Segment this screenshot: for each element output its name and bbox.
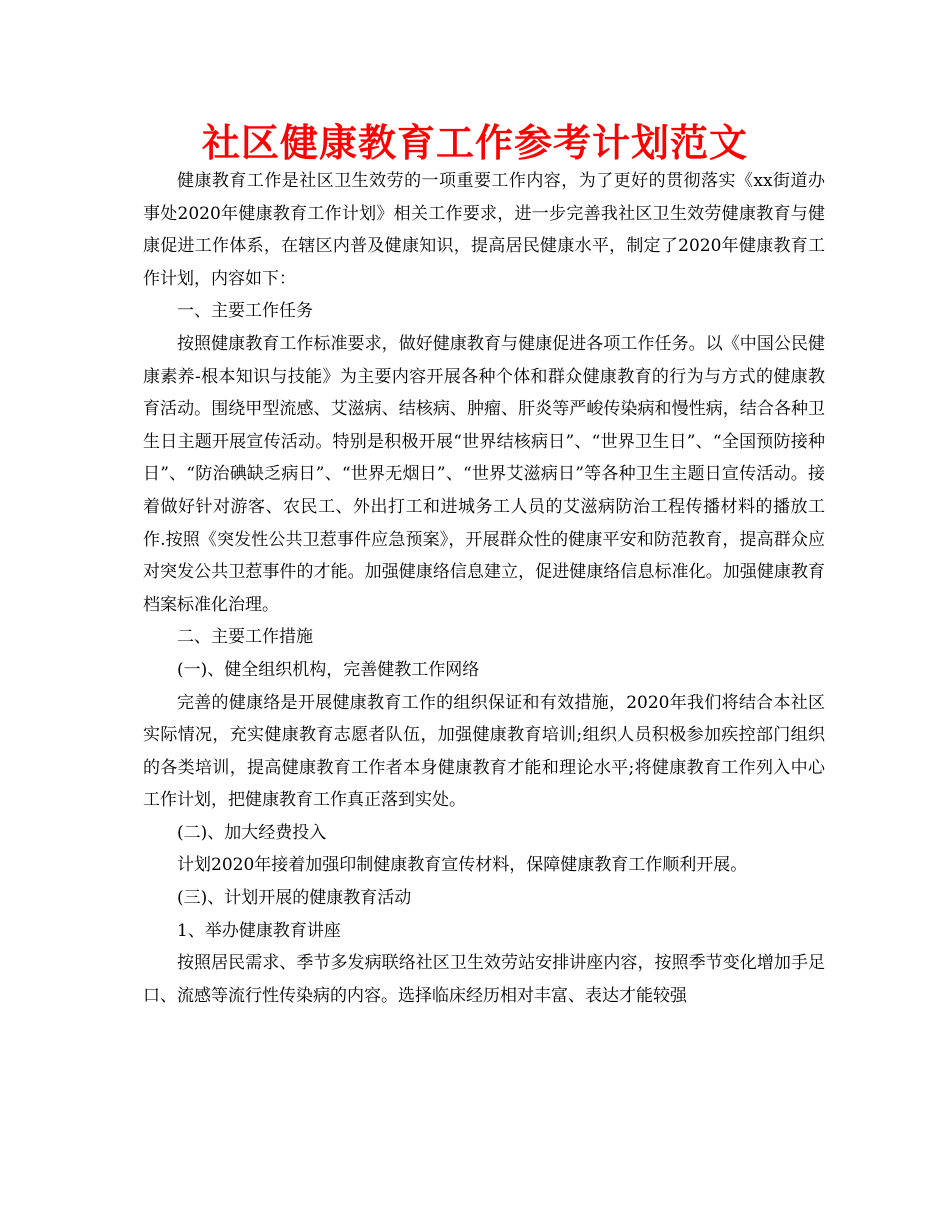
subheading-activities: (三)、计划开展的健康教育活动: [177, 888, 412, 909]
document-title: 社区健康教育工作参考计划范文: [201, 121, 748, 165]
heading-main-tasks: 一、主要工作任务: [177, 301, 313, 322]
document-body: [143, 165, 825, 1012]
subheading-funding: (二)、加大经费投入: [177, 822, 327, 843]
paragraph-organization: 完善的健康络是开展健康教育工作的组织保证和有效措施，2020年我们将结合本社区实际情况，充实健康教育志愿者队伍，加强健康教育培训;组织人员积极参加疾控部门组织的各类培训，提高健康教育工作者本身健康教育才能和理论水平;将健康教育工作列入中心工作计划，把健康教育工作真正落到实处。: [143, 692, 825, 811]
subheading-organization: (一)、健全组织机构，完善健教工作网络: [177, 659, 480, 680]
paragraph-lectures: 按照居民需求、季节多发病联络社区卫生效劳站安排讲座内容，按照季节变化增加手足口、流感等流行性传染病的内容。选择临床经历相对丰富、表达才能较强: [143, 953, 825, 1006]
paragraph-intro: 健康教育工作是社区卫生效劳的一项重要工作内容，为了更好的贯彻落实《xx街道办事处2020年健康教育工作计划》相关工作要求，进一步完善我社区卫生效劳健康教育与健康促进工作体系，在辖区内普及健康知识，提高居民健康水平，制定了2020年健康教育工作计划，内容如下：: [143, 171, 825, 289]
paragraph-funding: 计划2020年接着加强印制健康教育宣传材料，保障健康教育工作顺利开展。: [177, 855, 748, 876]
subheading-lectures: 1、举办健康教育讲座: [177, 920, 341, 941]
paragraph-main-tasks: 按照健康教育工作标准要求，做好健康教育与健康促进各项工作任务。以《中国公民健康素养-根本知识与技能》为主要内容开展各种个体和群众健康教育的行为与方式的健康教育活动。围绕甲型流感、艾滋病、结核病、肿瘤、肝炎等严峻传染病和慢性病，结合各种卫生日主题开展宣传活动。特别是积极开展“世界结核病日”、“世界卫生日”、“全国预防接种日”、“防治碘缺乏病日”、“世界无烟日”、“世界艾滋病日”等各种卫生主题日宣传活动。接着做好针对游客、农民工、外出打工和进城务工人员的艾滋病防治工程传播材料的播放工作.按照《突发性公共卫惹事件应急预案》，开展群众性的健康平安和防范教育，提高群众应对突发公共卫惹事件的才能。加强健康络信息建立，促进健康络信息标准化。加强健康教育档案标准化治理。: [143, 333, 825, 615]
heading-main-measures: 二、主要工作措施: [177, 627, 313, 648]
